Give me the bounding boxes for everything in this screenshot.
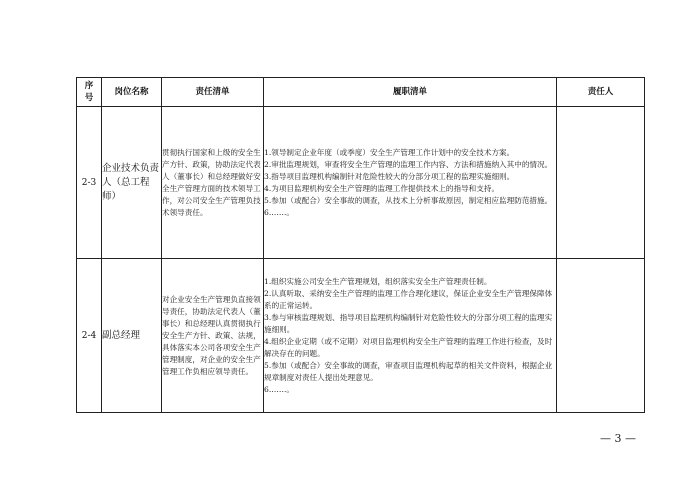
page-number: — 3 — bbox=[600, 432, 636, 445]
duty-item: 6.……。 bbox=[264, 208, 295, 217]
duty-item: 1.领导制定企业年度（或季度）安全生产管理工作计划中的安全技术方案。 bbox=[264, 148, 515, 157]
responsible-person bbox=[557, 107, 645, 259]
header-person: 责任人 bbox=[557, 78, 645, 107]
duty-item: 4.为项目监理机构安全生产管理的监理工作提供技术上的指导和支持。 bbox=[264, 184, 500, 193]
header-responsibility: 责任清单 bbox=[162, 78, 264, 107]
duty-item: 3.指导项目监理机构编制针对危险性较大的分部分项工程的监理实施细则。 bbox=[264, 172, 515, 181]
responsible-person bbox=[557, 259, 645, 413]
header-duties: 履职清单 bbox=[264, 78, 557, 107]
duty-item: 3.参与审核监理规划、指导项目监理机构编制针对危险性较大的分部分项工程的监理实施细则。 bbox=[264, 313, 553, 334]
header-row bbox=[77, 78, 645, 107]
duty-list bbox=[264, 107, 557, 259]
duty-item: 5.参加（或配合）安全事故的调查，从技术上分析事故原因，制定相应监理防范措施。 bbox=[264, 196, 553, 205]
duty-item: 5.参加（或配合）安全事故的调查，审查项目监理机构起草的相关文件资料，根据企业规章制度对责任人提出处理意见。 bbox=[264, 361, 553, 382]
post-name: 副总经理 bbox=[102, 259, 162, 413]
duty-list bbox=[264, 259, 557, 413]
row-number: 2-3 bbox=[77, 107, 102, 259]
header-post: 岗位名称 bbox=[102, 78, 162, 107]
duty-item: 2.审批监理规划，审查将安全生产管理的监理工作内容、方法和措施纳入其中的情况。 bbox=[264, 160, 553, 169]
header-no: 序号 bbox=[77, 78, 102, 107]
duty-item: 4.组织企业定期（或不定期）对项目监理机构安全生产管理的监理工作进行检查，及时解决存在的问题。 bbox=[264, 337, 553, 358]
responsibility-table bbox=[76, 77, 645, 413]
duty-item: 6.……。 bbox=[264, 385, 295, 394]
duty-item: 1.组织实施公司安全生产管理规划，组织落实安全生产管理责任制。 bbox=[264, 277, 492, 286]
table-row bbox=[77, 107, 645, 259]
row-number: 2-4 bbox=[77, 259, 102, 413]
duty-item: 2.认真听取、采纳安全生产管理的监理工作合理化建议，保证企业安全生产管理保障体系的正常运转。 bbox=[264, 289, 553, 310]
post-name: 企业技术负责人（总工程师） bbox=[102, 107, 162, 259]
responsibility-text: 贯彻执行国家和上级的安全生产方针、政策，协助法定代表人（董事长）和总经理做好安全生产管理方面的技术领导工作，对公司安全生产管理负技术领导责任。 bbox=[162, 107, 264, 259]
table-row bbox=[77, 259, 645, 413]
responsibility-text: 对企业安全生产管理负直接领导责任，协助法定代表人（董事长）和总经理认真贯彻执行安全生产方针、政策、法规，具体落实本公司各项安全生产管理制度，对企业的安全生产管理工作负相应领导责任。 bbox=[162, 259, 264, 413]
